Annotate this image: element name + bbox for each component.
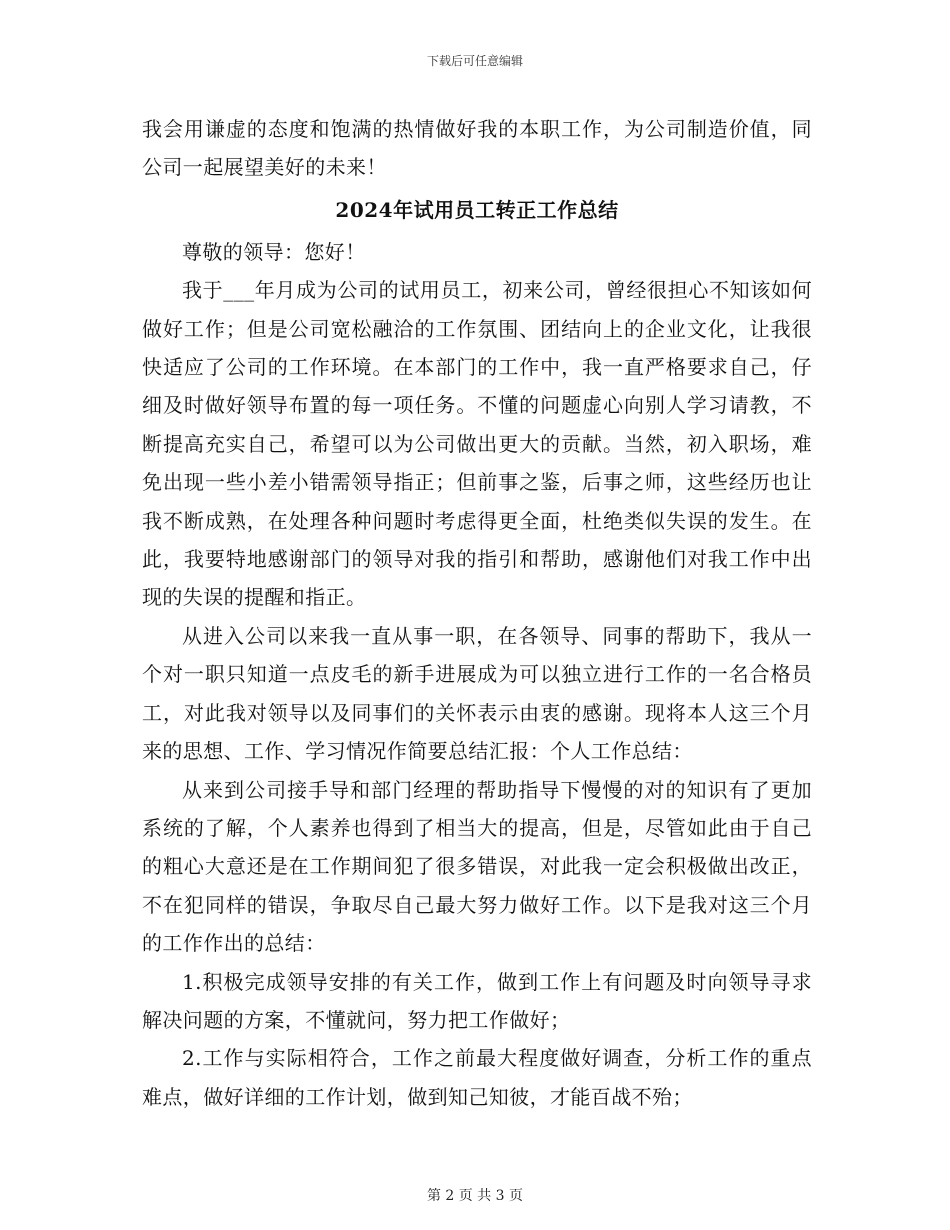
page-footer: 第 2 页 共 3 页 [426, 1188, 524, 1204]
intro-paragraph: 我会用谦虚的态度和饱满的热情做好我的本职工作，为公司制造价值，同公司一起展望美好的未来！ [142, 117, 812, 180]
body-paragraph-3: 从来到公司接手导和部门经理的帮助指导下慢慢的对的知识有了更加系统的了解，个人素养也得到了相当大的提高，但是，尽管如此由于自己的粗心大意还是在工作期间犯了很多错误，对此我一定会积极做出改正，不在犯同样的错误，争取尽自己最大努力做好工作。以下是我对这三个月的工作作出的总结： [142, 777, 812, 956]
body-paragraph-2: 从进入公司以来我一直从事一职，在各领导、同事的帮助下，我从一个对一职只知道一点皮毛的新手进展成为可以独立进行工作的一名合格员工，对此我对领导以及同事们的关怀表示由衷的感谢。现将本人这三个月来的思想、工作、学习情况作简要总结汇报：个人工作总结： [142, 623, 812, 764]
list-item-1: 1.积极完成领导安排的有关工作，做到工作上有问题及时向领导寻求解决问题的方案，不懂就问，努力把工作做好； [142, 969, 812, 1032]
document-body [142, 110, 812, 1116]
page-header: 下载后可任意编辑 [426, 54, 523, 68]
list-item-2: 2.工作与实际相符合，工作之前最大程度做好调查，分析工作的重点难点，做好详细的工作计划，做到知己知彼，才能百战不殆； [142, 1046, 812, 1109]
greeting: 尊敬的领导：您好！ [182, 239, 366, 264]
document-title: 2024年试用员工转正工作总结 [335, 197, 619, 222]
body-paragraph-1: 我于___年月成为公司的试用员工，初来公司，曾经很担心不知该如何做好工作；但是公司宽松融洽的工作氛围、团结向上的企业文化，让我很快适应了公司的工作环境。在本部门的工作中，我一直严格要求自己，仔细及时做好领导布置的每一项任务。不懂的问题虚心向别人学习请教，不断提高充实自己，希望可以为公司做出更大的贡献。当然，初入职场，难免出现一些小差小错需领导指正；但前事之鉴，后事之师，这些经历也让我不断成熟，在处理各种问题时考虑得更全面，杜绝类似失误的发生。在此，我要特地感谢部门的领导对我的指引和帮助，感谢他们对我工作中出现的失误的提醒和指正。 [142, 278, 812, 610]
